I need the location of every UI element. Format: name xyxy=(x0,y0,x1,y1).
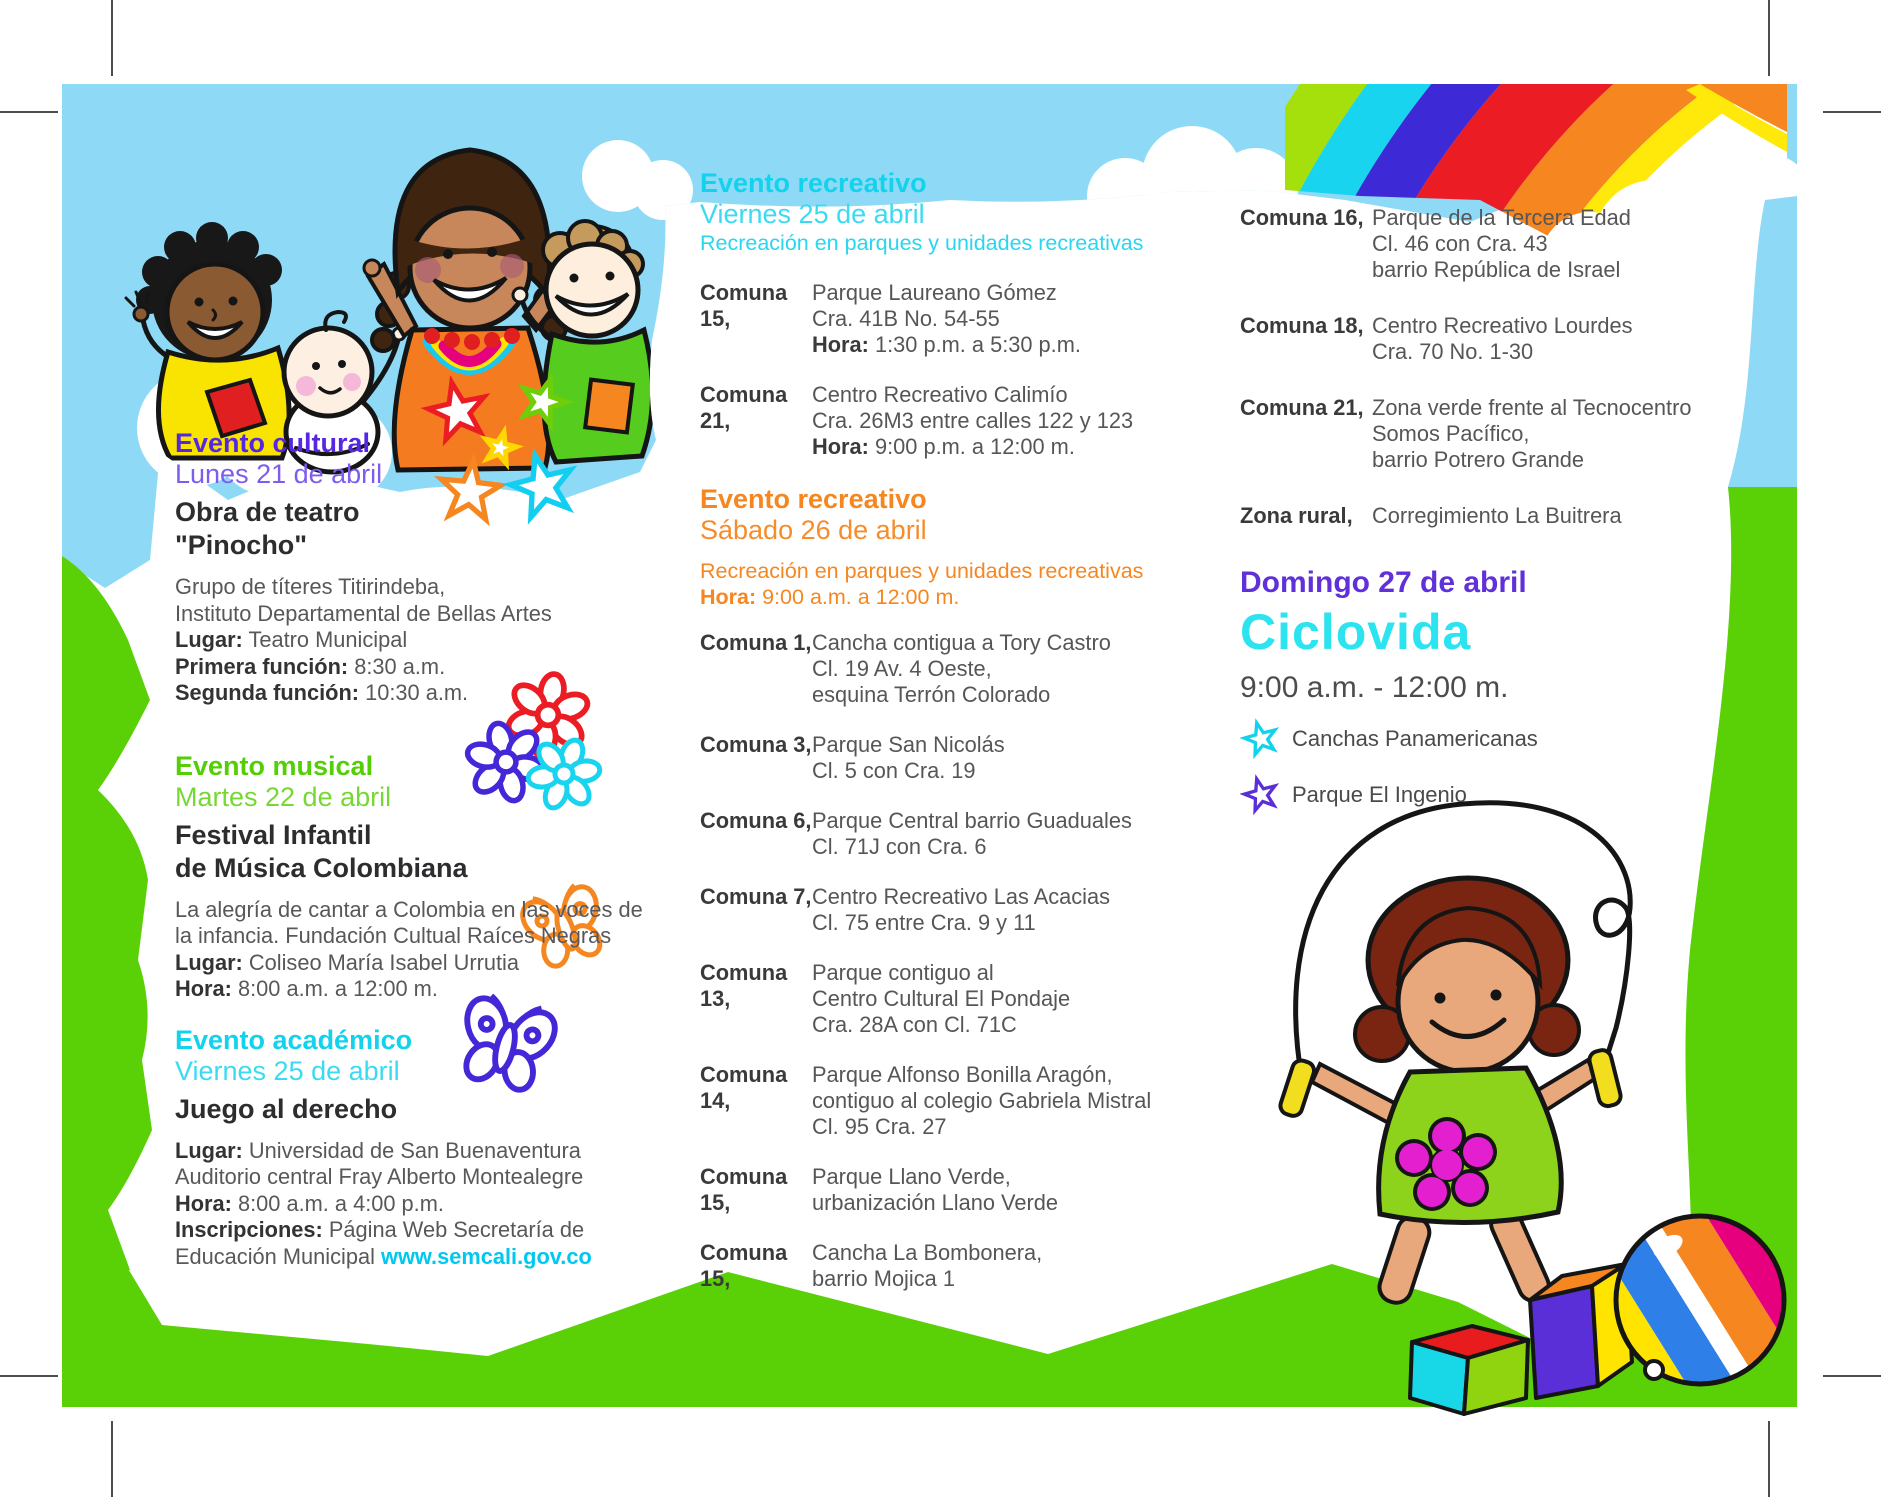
section-heading: Evento académico xyxy=(175,1024,413,1055)
section-recreativo-viernes xyxy=(700,168,1200,460)
ciclovida-date: Domingo 27 de abril xyxy=(1240,566,1527,599)
section-date: Martes 22 de abril xyxy=(175,781,392,812)
section-evento-cultural xyxy=(175,428,650,707)
section-heading: Evento musical xyxy=(175,750,374,781)
event-entry: Comuna 7, Centro Recreativo Las Acacias Cl. 75 entre Cra. 9 y 11 xyxy=(700,884,1111,935)
event-details: Grupo de títeres Titirindeba, Instituto Departamental de Bellas Artes Lugar: Teatro Municipal Primera función: 8:30 a.m. Segunda función: 10:30 a.m. xyxy=(175,574,552,705)
event-entry: Comuna 15, Parque Laureano Gómez Cra. 41B No. 54-55 Hora: 1:30 p.m. a 5:30 p.m. xyxy=(700,280,1081,357)
ciclovida-location: Parque El Ingenio xyxy=(1240,773,1780,817)
section-subtitle: Recreación en parques y unidades recreativas Hora: 9:00 a.m. a 12:00 m. xyxy=(700,559,1144,609)
event-title: Juego al derecho xyxy=(175,1093,398,1124)
event-entry: Comuna 15, Parque Llano Verde, urbanización Llano Verde xyxy=(700,1164,1059,1215)
event-title: Obra de teatro "Pinocho" xyxy=(175,497,360,560)
section-date: Viernes 25 de abril xyxy=(700,199,925,229)
entries-saturday xyxy=(700,630,1200,1292)
event-details: La alegría de cantar a Colombia en las voces de la infancia. Fundación Cultual Raíces Negras Lugar: Coliseo María Isabel Urrutia Hora: 8:00 a.m. a 12:00 m. xyxy=(175,896,643,1001)
star-outline-icon xyxy=(1240,718,1282,760)
section-heading: Evento cultural xyxy=(175,428,371,458)
section-evento-musical xyxy=(175,751,650,1003)
column-middle xyxy=(700,168,1200,1316)
column-left xyxy=(175,428,650,1270)
event-entry: Comuna 21, Zona verde frente al Tecnocentro Somos Pacífico, barrio Potrero Grande xyxy=(1240,395,1692,472)
ciclovida-location: Canchas Panamericanas xyxy=(1240,717,1780,761)
website-link[interactable]: www.semcali.gov.co xyxy=(380,1243,592,1269)
ciclovida-title: Ciclovida xyxy=(1240,604,1472,660)
section-date: Viernes 25 de abril xyxy=(175,1055,400,1086)
section-heading: Evento recreativo xyxy=(700,484,927,514)
section-date: Sábado 26 de abril xyxy=(700,515,927,545)
section-recreativo-sabado xyxy=(700,484,1200,1292)
event-entry: Comuna 16, Parque de la Tercera Edad Cl. 46 con Cra. 43 barrio República de Israel xyxy=(1240,205,1631,282)
jump-rope-girl xyxy=(1278,803,1630,1307)
section-heading: Evento recreativo xyxy=(700,168,927,198)
section-date: Lunes 21 de abril xyxy=(175,459,383,489)
event-entry: Comuna 6, Parque Central barrio Guaduales Cl. 71J con Cra. 6 xyxy=(700,808,1132,859)
section-ciclovida xyxy=(1240,565,1780,817)
column-right xyxy=(1240,205,1780,817)
event-entry: Comuna 13, Parque contiguo al Centro Cultural El Pondaje Cra. 28A con Cl. 71C xyxy=(700,960,1071,1037)
event-entry: Comuna 1, Cancha contigua a Tory Castro Cl. 19 Av. 4 Oeste, esquina Terrón Colorado xyxy=(700,630,1111,707)
section-evento-academico xyxy=(175,1025,650,1271)
event-entry: Comuna 21, Centro Recreativo Calimío Cra. 26M3 entre calles 122 y 123 Hora: 9:00 p.m. a 12:00 m. xyxy=(700,382,1134,459)
section-subtitle: Recreación en parques y unidades recreativas xyxy=(700,231,1144,255)
event-title: Festival Infantil de Música Colombiana xyxy=(175,819,468,883)
entries-friday xyxy=(700,280,1200,460)
event-details: Lugar: Universidad de San Buenaventura Auditorio central Fray Alberto Montealegre Hora: 8:00 a.m. a 4:00 p.m. Inscripciones: Página Web Secretaría de Educación Municipal www.semcali.gov.co xyxy=(175,1137,592,1269)
event-entry: Comuna 14, Parque Alfonso Bonilla Aragón, contiguo al colegio Gabriela Mistral Cl. 95 Cra. 27 xyxy=(700,1062,1152,1139)
star-outline-icon xyxy=(1240,774,1282,816)
event-entry: Zona rural, Corregimiento La Buitrera xyxy=(1240,503,1622,528)
event-entry: Comuna 15, Cancha La Bombonera, barrio Mojica 1 xyxy=(700,1240,1043,1291)
event-entry: Comuna 3, Parque San Nicolás Cl. 5 con Cra. 19 xyxy=(700,732,1005,783)
event-entry: Comuna 18, Centro Recreativo Lourdes Cra. 70 No. 1-30 xyxy=(1240,313,1633,364)
ciclovida-time: 9:00 a.m. - 12:00 m. xyxy=(1240,671,1509,704)
